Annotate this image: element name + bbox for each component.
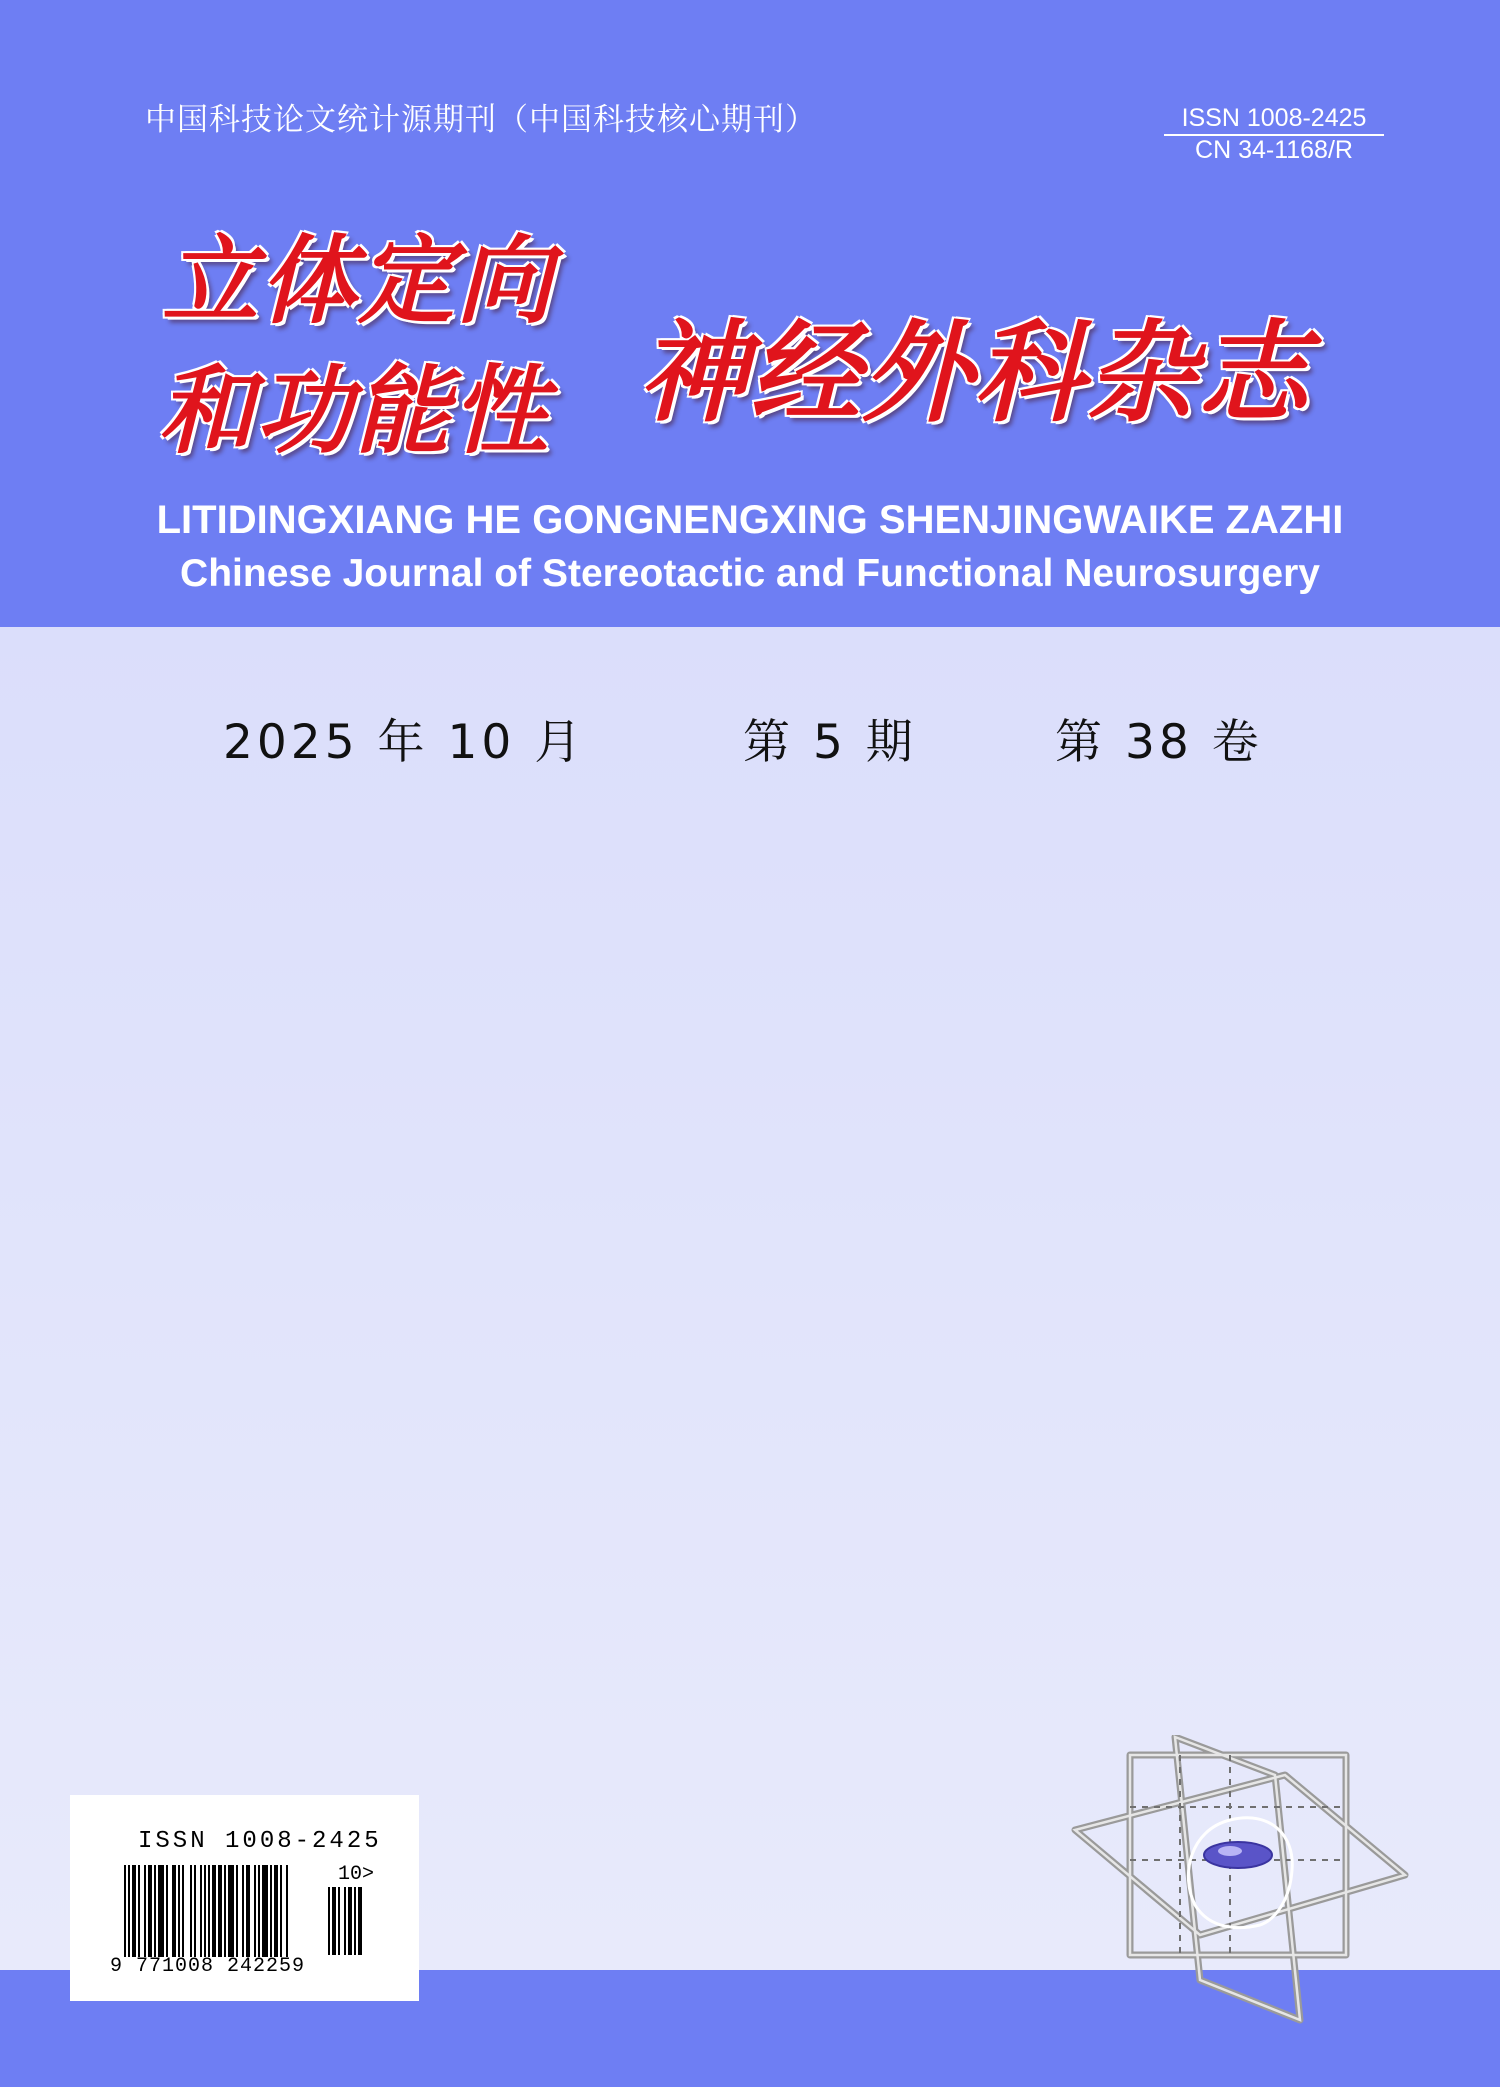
barcode-bar (338, 1887, 340, 1955)
barcode-bars (124, 1865, 314, 1957)
journal-title-english: Chinese Journal of Stereotactic and Functional Neurosurgery (180, 552, 1320, 595)
journal-title-cn-line2: 和功能性 (158, 354, 550, 467)
barcode-bar (236, 1865, 238, 1957)
barcode-bar (208, 1865, 210, 1957)
stereotactic-frame-brain-icon (1070, 1735, 1410, 2025)
barcode-bar (254, 1865, 256, 1957)
issue-date: 2025 年 10 月 (223, 715, 586, 770)
barcode-panel (70, 1795, 419, 2001)
barcode-bar (190, 1865, 192, 1957)
issn-block (1164, 104, 1384, 165)
barcode-bar (242, 1865, 244, 1957)
barcode-issn: ISSN 1008-2425 (138, 1828, 382, 1855)
barcode-bar (148, 1865, 152, 1957)
barcode-bar (172, 1865, 176, 1957)
barcode-bar (200, 1865, 202, 1957)
barcode-bar (286, 1865, 288, 1957)
barcode-bar (344, 1887, 346, 1955)
barcode-bar (144, 1865, 146, 1957)
barcode-bar (182, 1865, 184, 1957)
barcode-bar (128, 1865, 130, 1957)
indexing-note: 中国科技论文统计源期刊（中国科技核心期刊） (145, 102, 817, 138)
barcode-bar (332, 1887, 336, 1955)
barcode-bar (228, 1865, 234, 1957)
barcode-bar (358, 1887, 362, 1955)
issn-number: ISSN 1008-2425 (1164, 104, 1384, 136)
barcode-bar (218, 1865, 222, 1957)
barcode-addon-label: 10> (338, 1863, 375, 1886)
barcode-bar (246, 1865, 250, 1957)
barcode-bar (224, 1865, 226, 1957)
barcode-digits: 9 771008 242259 (110, 1955, 306, 1978)
barcode-bar (280, 1865, 282, 1957)
barcode-bar (258, 1865, 260, 1957)
barcode-bar (138, 1865, 140, 1957)
issue-number: 第 5 期 (743, 715, 917, 770)
cn-number: CN 34-1168/R (1195, 136, 1353, 164)
barcode-bar (158, 1865, 164, 1957)
barcode-bar (204, 1865, 206, 1957)
barcode-bar (354, 1887, 356, 1955)
barcode-bar (166, 1865, 168, 1957)
barcode-bar (212, 1865, 216, 1957)
barcode-bar (348, 1887, 352, 1955)
issue-volume: 第 38 卷 (1055, 715, 1263, 770)
barcode-bar (274, 1865, 278, 1957)
barcode-bar (132, 1865, 136, 1957)
barcode-bar (194, 1865, 196, 1957)
barcode-bar (328, 1887, 330, 1955)
journal-title-pinyin: LITIDINGXIANG HE GONGNENGXING SHENJINGWAIKE ZAZHI (156, 498, 1344, 542)
journal-title-cn-line3: 神经外科杂志 (638, 308, 1310, 437)
barcode-bar (262, 1865, 268, 1957)
barcode-addon-bars (328, 1887, 372, 1955)
barcode-bar (154, 1865, 156, 1957)
barcode-bar (178, 1865, 180, 1957)
barcode-bar (270, 1865, 272, 1957)
journal-title-cn-line1: 立体定向 (162, 224, 554, 337)
barcode-bar (124, 1865, 126, 1957)
